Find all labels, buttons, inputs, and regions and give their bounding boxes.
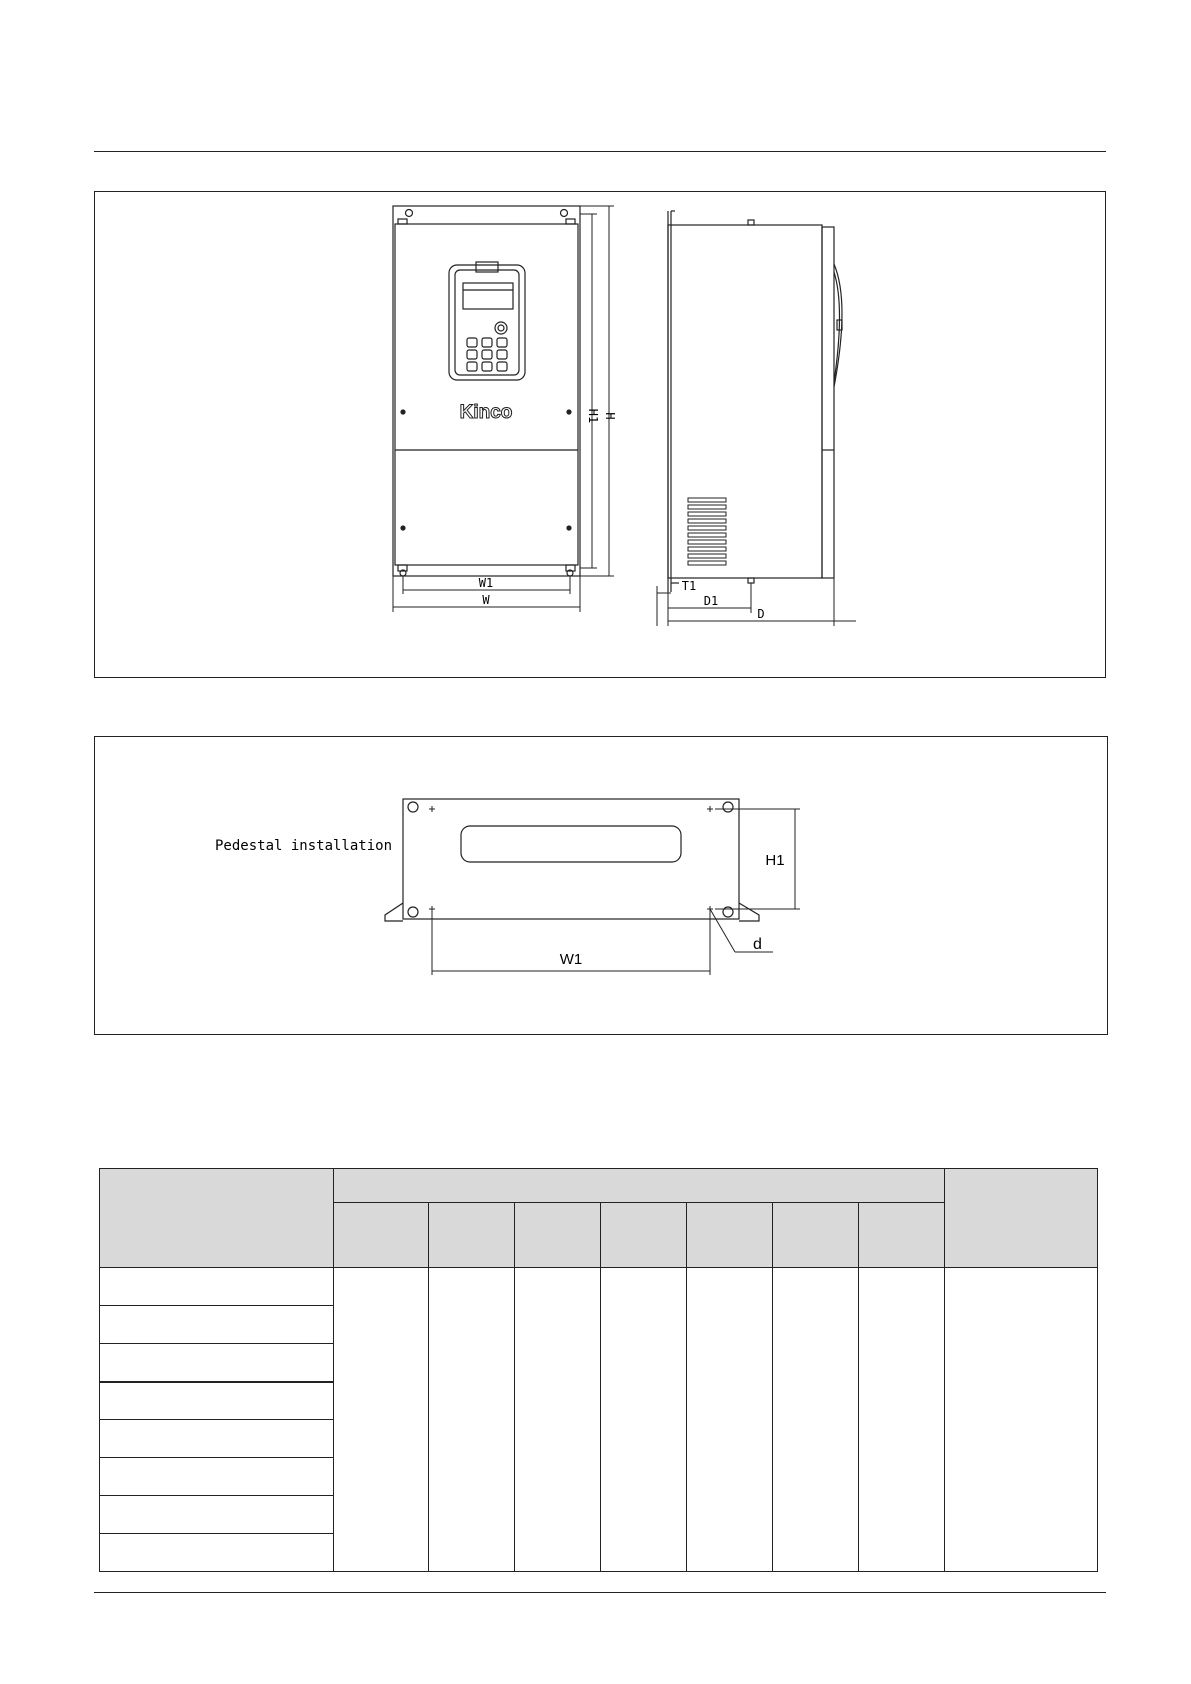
value-cell <box>687 1268 773 1572</box>
value-cell <box>945 1268 1098 1572</box>
model-cell <box>100 1306 334 1344</box>
dim-w1-pedestal: W1 <box>559 951 583 968</box>
model-cell <box>100 1382 334 1420</box>
dim-h1-front: H1 <box>586 408 600 424</box>
pedestal-outline <box>385 799 759 921</box>
dim-d-side: D <box>757 607 765 621</box>
subheader-cell <box>515 1203 601 1268</box>
subheader-cell <box>334 1203 429 1268</box>
dim-w-front: W <box>482 593 490 607</box>
dim-t1-side: T1 <box>681 579 697 593</box>
value-cell <box>334 1268 429 1572</box>
header-cell-extra <box>945 1169 1098 1268</box>
pedestal-crosshairs <box>429 806 713 912</box>
dim-h1-pedestal: H1 <box>765 852 785 869</box>
footer-rule <box>94 1592 1106 1593</box>
dimension-table <box>99 1168 1098 1572</box>
pedestal-drawing-box <box>94 736 1108 1035</box>
header-cell-dimensions <box>334 1169 945 1203</box>
brand-logo: Kinco <box>459 402 513 423</box>
subheader-cell <box>859 1203 945 1268</box>
value-cell <box>601 1268 687 1572</box>
model-cell <box>100 1534 334 1572</box>
subheader-cell <box>429 1203 515 1268</box>
model-cell <box>100 1496 334 1534</box>
dim-h-front: H <box>603 412 617 420</box>
header-rule <box>94 151 1106 152</box>
subheader-cell <box>601 1203 687 1268</box>
model-cell <box>100 1458 334 1496</box>
pedestal-caption: Pedestal installation <box>215 838 393 854</box>
header-cell-model <box>100 1169 334 1268</box>
pedestal-dimensions <box>432 809 800 975</box>
side-view <box>668 211 842 592</box>
dim-w1-front: W1 <box>478 576 494 590</box>
front-view <box>393 206 580 576</box>
subheader-cell <box>773 1203 859 1268</box>
dim-d-pedestal: d <box>753 936 762 953</box>
value-cell <box>773 1268 859 1572</box>
model-cell <box>100 1268 334 1306</box>
value-cell <box>429 1268 515 1572</box>
model-cell <box>100 1420 334 1458</box>
dimension-drawing <box>95 192 1105 677</box>
value-cell <box>859 1268 945 1572</box>
dimension-drawing-box <box>94 191 1106 678</box>
value-cell <box>515 1268 601 1572</box>
dim-d1-side: D1 <box>703 594 719 608</box>
pedestal-drawing <box>95 737 1107 1034</box>
subheader-cell <box>687 1203 773 1268</box>
model-cell <box>100 1344 334 1382</box>
